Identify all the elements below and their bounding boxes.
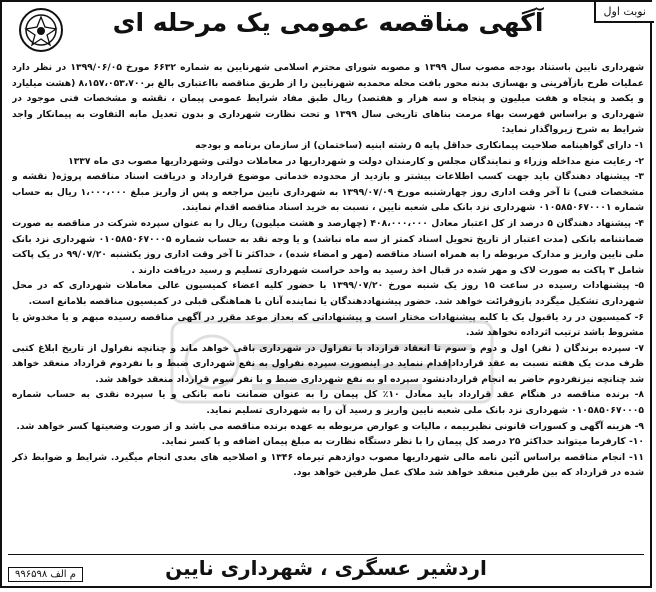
reference-code: م الف ۹۹۶۵۹۸: [8, 567, 83, 582]
header: [2, 2, 654, 58]
page-title: آگهی مناقصه عمومی یک مرحله ای: [112, 8, 544, 37]
footer: [2, 554, 650, 586]
turn-badge: نوبت اول: [594, 2, 654, 23]
list-item: ۱- دارای گواهینامه صلاحیت پیمانکاری حداقل پایه ۵ رشته ابنیه (ساختمان) از سازمان برنامه و بودجه: [195, 139, 644, 151]
footer-divider: [8, 554, 644, 555]
advertisement-body: [12, 60, 644, 552]
list-item: ۹- هزینه آگهی و کسورات قانونی نظیربیمه ، مالیات و عوارض مربوطه به عهده برنده مناقصه می باشد و از صورت وضعیتها کسر خواهد شد.: [16, 420, 644, 432]
list-item: ۵- پیشنهادات رسیده در ساعت ۱۵ روز یک شنبه مورخ ۱۳۹۹/۰۷/۲۰ با حضور کلیه اعضاء کمیسیون عالی معاملات شهرداری که در محل شهرداری تشکیل میگردد بازوقرائت خواهد شد. حضور پیشنهاددهندگان یا نماینده آنان با هماهنگی قبلی در کمیسیون مناقصه بلامانع است.: [12, 280, 644, 307]
signature: اردشیر عسگری ، شهرداری نایین: [165, 556, 487, 580]
list-item: ۶- کمیسیون در رد یاقبول یک یا کلیه پیشنهادات مختار است و پیشنهاداتی که بعداز موعد مقرر در آگهی مناقصه رسیده مبهم و یا مخدوش یا مشروط باشد ترتیب اثرداده نخواهد شد.: [12, 311, 644, 339]
list-item: ۲- رعایت منع مداخله وزراء و نمایندگان مجلس و کارمندان دولت و شهرداریها در معاملات دولتی وشهرداریها مصوب دی ماه ۱۳۳۷: [68, 155, 644, 167]
list-item: ۱۰- کارفرما میتواند حداکثر ۲۵ درصد کل پیمان را با نظر دستگاه نظارت به مبلغ پیمان اضافه و یا کسر نماید.: [161, 436, 644, 448]
list-item: ۷- سپرده برندگان ( نفر) اول و دوم و سوم تا انعقاد قرارداد با نفراول در شهرداری باقی خواهد ماند و چنانچه نفراول از تاریخ ابلاغ کتبی ظرف مدت یک هفته نسبت به عقد قراردادإقدام ننماید در اینصورت سپرده نفراول به نفع شهرداری ضبط و با نفردوم قرارداد منعقد خواهد شد چنانچه نیزنفردوم حاضر به انجام قراردادنشود سپرده او به نفع شهرداری ضبط و با نفر سوم قرارداد منعقد خواهد شد.: [12, 342, 644, 385]
municipality-emblem-icon: [12, 5, 70, 55]
list-item: ۳- پیشنهاد دهندگان باید جهت کسب اطلاعات بیشتر و بازدید از محدوده خدماتی موضوع قرارداد و دریافت اسناد مناقصه پروژه( نقشه و مشخصات فنی) تا آخر وقت اداری روز چهارشنبه مورخ ۱۳۹۹/۰۷/۰۹ به شهرداری نایین مراجعه و پس از واریز مبلغ ۱،۰۰۰،۰۰۰ ریال به حساب شماره ۰۱۰۵۸۵۰۶۷۰۰۰۱ شهرداری نزد بانک ملی شعبه نایین ، نسبت به خرید اسناد مناقصه اقدام نمایند.: [12, 171, 644, 214]
list-item: ۴- پیشنهاد دهندگان ۵ درصد از کل اعتبار معادل ۴۰۸،۰۰۰،۰۰۰ (چهارصد و هشت میلیون) ریال را به عنوان سپرده شرکت در مناقصه به صورت ضمانتنامه بانکی (مدت اعتبار از تاریخ تحویل اسناد کمتر از سه ماه نباشد) و یا وجه نقد به حساب شماره ۰۱۰۵۸۵۰۶۷۰۰۰۵ شهرداری نزد بانک ملی نایین واریز و مدارک مربوطه را به همراه اسناد مناقصه (مهر و امضاء شده) ، حداکثر تا آخر وقت اداری روز یکشنبه ۹۹/۰۷/۲۰ در یک پاکت شامل ۳ پاکت به صورت لاک و مهر شده در قبال اخذ رسید به واحد حراست شهرداری تسلیم و رسید دریافت دارند .: [12, 217, 644, 276]
list-item: ۸- برنده مناقصه در هنگام عقد قرارداد باید معادل ۱۰٪ کل پیمان را به عنوان ضمانت نامه بانکی و یا سپرده نقدی به حساب شماره ۰۱۰۵۸۵۰۶۷۰۰۰۵ شهرداری نزد بانک ملی شعبه نایین واریز و رسید آن را به شهرداری تسلیم نماید.: [12, 389, 644, 417]
list-item: ۱۱- انجام مناقصه براساس آئین نامه مالی شهرداریها مصوب دوازدهم تیرماه ۱۳۴۶ و اصلاحیه های بعدی انجام میگیرد. شرایط و ضوابط ذکر شده در قرارداد که بین طرفین منعقد خواهد شد ملاک عمل طرفین خواهد بود.: [12, 451, 644, 479]
intro-paragraph: شهرداری نایین باستناد بودجه مصوب سال ۱۳۹۹ و مصوبه شورای محترم اسلامی شهرنایین به شماره ۶۶۳۲ مورخ ۱۳۹۹/۰۶/۰۵ در نظر دارد عملیات طرح بازآفرینی و بهسازی بدنه محور بافت محله محمدیه شهرنایین را از طریق مناقصه بااعتباری بالغ بر۸،۱۵۷،۰۵۳،۷۰۰ (هشت میلیارد و یکصد و پنجاه و هفت میلیون و پنجاه و سه هزار و هفتصد) ریال طبق مفاد شرایط عمومی پیمان ، نقشه و مشخصات فنی موجود در شهرداری و براساس فهرست بهاء مرمت بناهای تاریخی سال ۱۳۹۹ و تحت نظارت شهرداری و بدون تعدیل مابه التفاوت به پیمانکار واجد شرایط به شرح زیرواگذار نماید:: [12, 62, 644, 136]
